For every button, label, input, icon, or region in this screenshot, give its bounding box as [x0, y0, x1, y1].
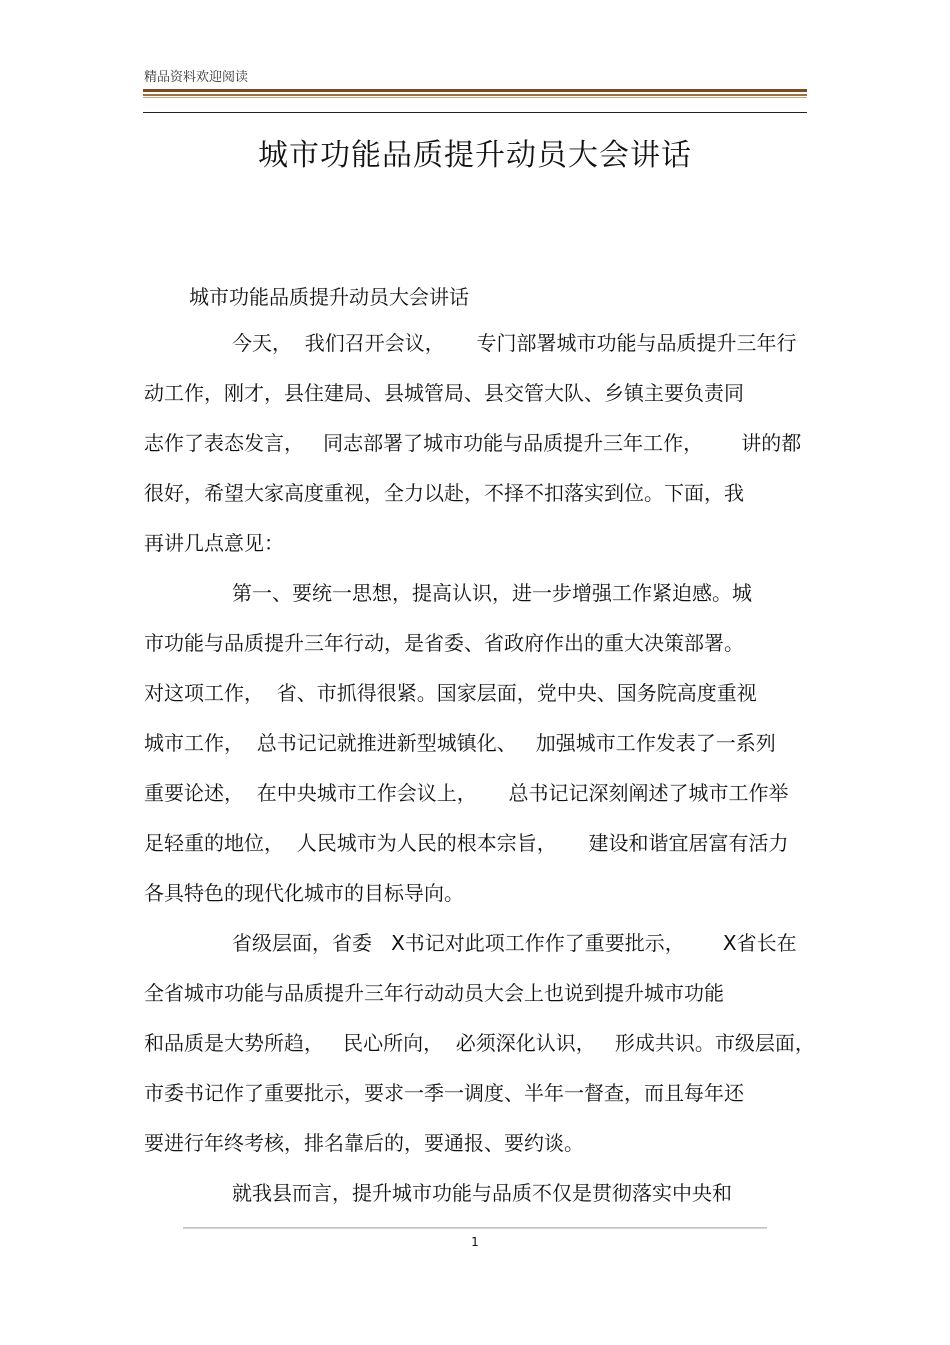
header-rule-thick	[143, 89, 807, 92]
body-line: 市委书记作了重要批示，要求一季一调度、半年一督查，而且每年还	[144, 1081, 744, 1105]
body-line: 志作了表态发言， 同志部署了城市功能与品质提升三年工作， 讲的都	[144, 431, 802, 455]
body-line: 再讲几点意见：	[144, 531, 284, 555]
body-line: 重要论述， 在中央城市工作会议上， 总书记记深刻阐述了城市工作举	[144, 781, 789, 805]
header-rule-thin	[143, 112, 807, 113]
document-title: 城市功能品质提升动员大会讲话	[258, 138, 692, 173]
body-line: 足轻重的地位， 人民城市为人民的根本宗旨， 建设和谐宜居富有活力	[144, 831, 789, 855]
body-line: 各具特色的现代化城市的目标导向。	[144, 881, 464, 905]
body-line: 市功能与品质提升三年行动，是省委、省政府作出的重大决策部署。	[144, 631, 744, 655]
page-number: 1	[471, 1235, 479, 1249]
footer-rule	[183, 1227, 767, 1229]
body-line: 要进行年终考核，排名靠后的，要通报、要约谈。	[144, 1131, 584, 1155]
header-rule-medium	[143, 94, 807, 96]
page-header-text: 精品资料欢迎阅读	[144, 70, 249, 85]
body-line: 就我县而言，提升城市功能与品质不仅是贯彻落实中央和	[232, 1181, 732, 1205]
body-line: 全省城市功能与品质提升三年行动动员大会上也说到提升城市功能	[144, 981, 724, 1005]
body-line: 对这项工作， 省、市抓得很紧。国家层面，党中央、国务院高度重视	[144, 681, 757, 705]
header-rule-light	[143, 97, 807, 98]
body-line: 第一、要统一思想，提高认识，进一步增强工作紧迫感。城	[232, 581, 752, 605]
body-line: 很好，希望大家高度重视，全力以赴，不择不扣落实到位。下面，我	[144, 481, 744, 505]
body-line: 今天， 我们召开会议， 专门部署城市功能与品质提升三年行	[232, 331, 797, 355]
body-line: 城市工作， 总书记记就推进新型城镇化、 加强城市工作发表了一系列	[144, 731, 776, 755]
body-line: 动工作，刚才，县住建局、县城管局、县交管大队、乡镇主要负责同	[144, 381, 744, 405]
document-subtitle: 城市功能品质提升动员大会讲话	[189, 285, 469, 309]
body-line: 省级层面，省委 X书记对此项工作作了重要批示， X省长在	[232, 931, 797, 955]
body-line: 和品质是大势所趋， 民心所向， 必须深化认识， 形成共识。市级层面，	[144, 1031, 815, 1055]
